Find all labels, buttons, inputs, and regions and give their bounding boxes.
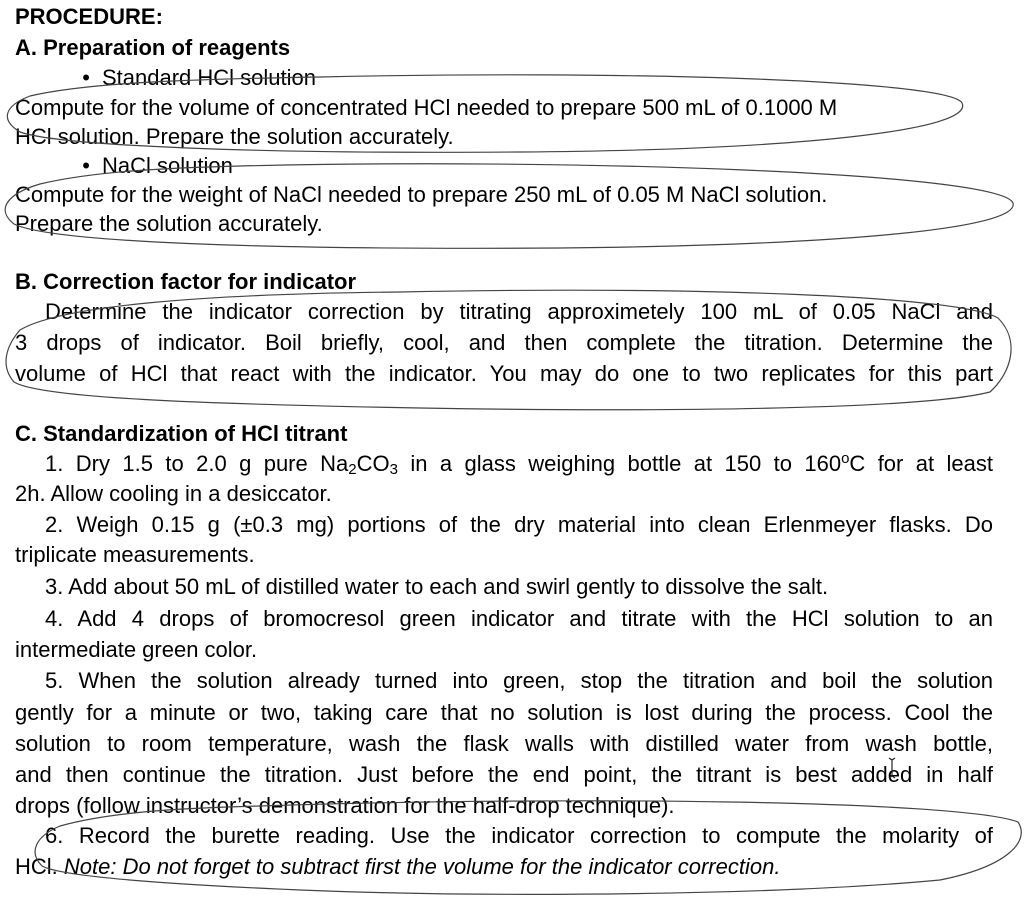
- section-b-line-2: 3 drops of indicator. Boil briefly, cool, and then complete the titration. Determine the: [15, 330, 993, 355]
- step-6-line-2: [15, 852, 780, 882]
- step-3-line-1: 3. Add about 50 mL of distilled water to each and swirl gently to dissolve the salt.: [45, 574, 829, 599]
- section-b-line-3: volume of HCl that react with the indicator. You may do one to two replicates for this part: [15, 361, 993, 386]
- bullet-label: NaCl solution: [102, 153, 233, 178]
- step-1-text-d: C for at least: [849, 451, 993, 476]
- hcl-prep-text-line-2: HCl solution. Prepare the solution accurately.: [15, 124, 454, 149]
- step-1-text-a: 1. Dry 1.5 to 2.0 g pure Na: [45, 451, 349, 476]
- step-4-line-2: intermediate green color.: [15, 637, 258, 662]
- step-4-line-1: 4. Add 4 drops of bromocresol green indicator and titrate with the HCl solution to an: [45, 606, 993, 631]
- hcl-prep-text-line-1: Compute for the volume of concentrated HCl needed to prepare 500 mL of 0.1000 M: [15, 95, 838, 120]
- nacl-prep-text-line-2: Prepare the solution accurately.: [15, 211, 323, 236]
- step-5-line-5: drops (follow instructor’s demonstration for the half-drop technique).: [15, 793, 675, 818]
- bullet-nacl: [15, 151, 233, 181]
- subscript-2: 2: [348, 461, 357, 478]
- section-b-line-1: Determine the indicator correction by titrating approximetely 100 mL of 0.05 NaCl and: [45, 299, 993, 324]
- step-1-text-c: in a glass weighing bottle at 150 to 160: [397, 451, 842, 476]
- bullet-standard-hcl: [15, 63, 316, 93]
- page-heading: PROCEDURE:: [15, 4, 163, 29]
- degree-superscript: o: [841, 450, 850, 467]
- subscript-3: 3: [389, 461, 398, 478]
- bullet-dot-icon: •: [82, 65, 90, 90]
- step-6-line-1: 6. Record the burette reading. Use the indicator correction to compute the molarity of: [45, 823, 993, 848]
- step-6-text: HCl.: [15, 854, 64, 879]
- bullet-label: Standard HCl solution: [102, 65, 317, 90]
- section-b-title: B. Correction factor for indicator: [15, 269, 357, 294]
- step-2-line-1: 2. Weigh 0.15 g (±0.3 mg) portions of the dry material into clean Erlenmeyer flasks. Do: [45, 512, 993, 537]
- nacl-prep-text-line-1: Compute for the weight of NaCl needed to prepare 250 mL of 0.05 M NaCl solution.: [15, 182, 828, 207]
- step-5-line-4: and then continue the titration. Just before the end point, the titrant is best added in half: [15, 762, 993, 787]
- step-5-line-3: solution to room temperature, wash the flask walls with distilled water from wash bottle,: [15, 731, 993, 756]
- step-1-line-2: 2h. Allow cooling in a desiccator.: [15, 481, 332, 506]
- step-5-line-2: gently for a minute or two, taking care that no solution is lost during the process. Cool the: [15, 700, 993, 725]
- text-cursor-icon: [887, 756, 897, 780]
- step-1-line-1: [15, 449, 993, 479]
- step-5-line-1: 5. When the solution already turned into green, stop the titration and boil the solution: [45, 668, 993, 693]
- step-1-text-b: CO: [356, 451, 390, 476]
- section-c-title: C. Standardization of HCl titrant: [15, 421, 348, 446]
- section-a-title: A. Preparation of reagents: [15, 35, 291, 60]
- note-text: Note: Do not forget to subtract first the volume for the indicator correction.: [63, 854, 781, 879]
- bullet-dot-icon: •: [82, 153, 90, 178]
- step-2-line-2: triplicate measurements.: [15, 542, 255, 567]
